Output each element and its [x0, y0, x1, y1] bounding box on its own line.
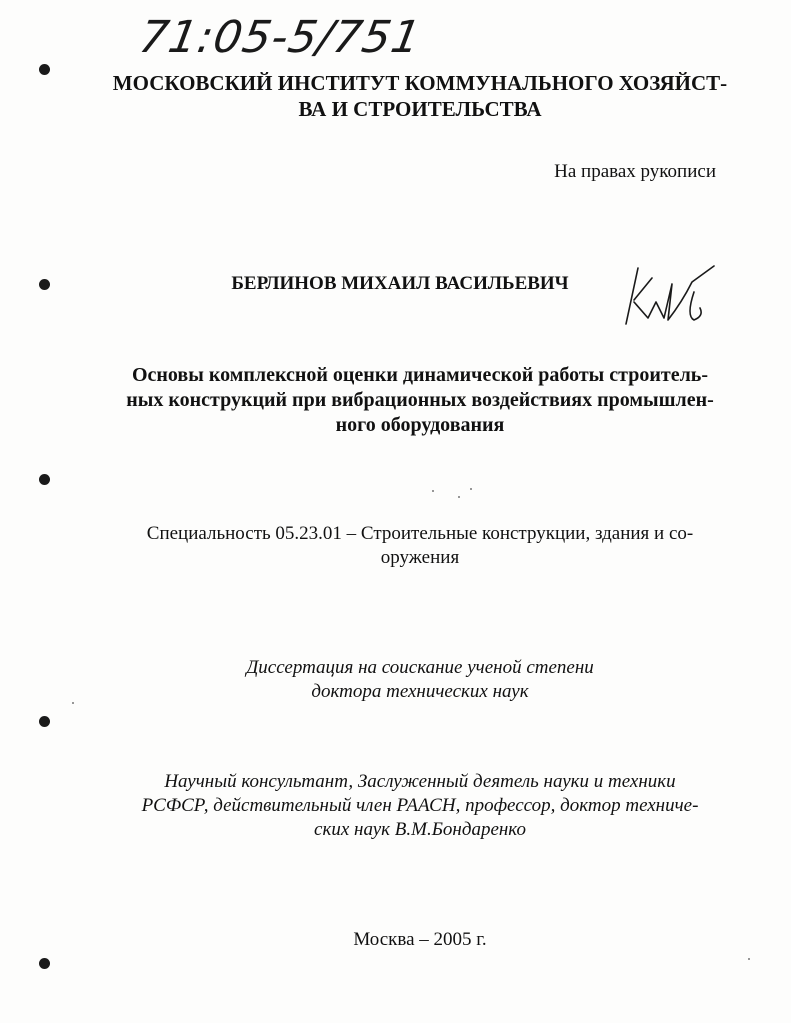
scan-speck	[72, 702, 74, 704]
handwritten-catalog-code: 71:05-5/751	[135, 12, 426, 63]
institute-name-line-2: ВА И СТРОИТЕЛЬСТВА	[298, 97, 542, 121]
scan-speck	[458, 496, 460, 498]
title-line-3: ного оборудования	[335, 414, 505, 436]
consultant-line-1: Научный консультант, Заслуженный деятель науки и техники	[164, 771, 676, 792]
degree-line-1: Диссертация на соискание ученой степени	[246, 657, 594, 678]
dissertation-title	[110, 363, 730, 438]
scan-speck	[470, 488, 472, 490]
specialty-line-1: Специальность 05.23.01 – Строительные конструкции, здания и со-	[146, 523, 694, 544]
scan-speck	[748, 958, 750, 960]
binding-hole	[39, 474, 50, 485]
title-line-1: Основы комплексной оценки динамической работы строитель-	[131, 364, 709, 386]
binding-hole	[39, 716, 50, 727]
title-line-2: ных конструкций при вибрационных воздействиях промышлен-	[126, 389, 714, 411]
binding-hole	[39, 64, 50, 75]
consultant-line-2: РСФСР, действительный член РААСН, профессор, доктор техниче-	[141, 795, 699, 816]
specialty-line-2: оружения	[380, 547, 460, 568]
scientific-consultant	[110, 770, 730, 842]
manuscript-note: На правах рукописи	[554, 161, 716, 182]
consultant-line-3: ских наук В.М.Бондаренко	[314, 819, 526, 840]
author-name: БЕРЛИНОВ МИХАИЛ ВАСИЛЬЕВИЧ	[231, 273, 569, 294]
degree-statement	[110, 656, 730, 704]
institute-name	[110, 70, 730, 122]
binding-hole	[39, 958, 50, 969]
scan-speck	[432, 490, 434, 492]
specialty	[110, 522, 730, 570]
degree-line-2: доктора технических наук	[311, 681, 529, 702]
city-year: Москва – 2005 г.	[353, 929, 487, 950]
binding-hole	[39, 279, 50, 290]
signature-icon	[612, 262, 722, 332]
institute-name-line-1: МОСКОВСКИЙ ИНСТИТУТ КОММУНАЛЬНОГО ХОЗЯЙСТ-	[112, 71, 728, 95]
